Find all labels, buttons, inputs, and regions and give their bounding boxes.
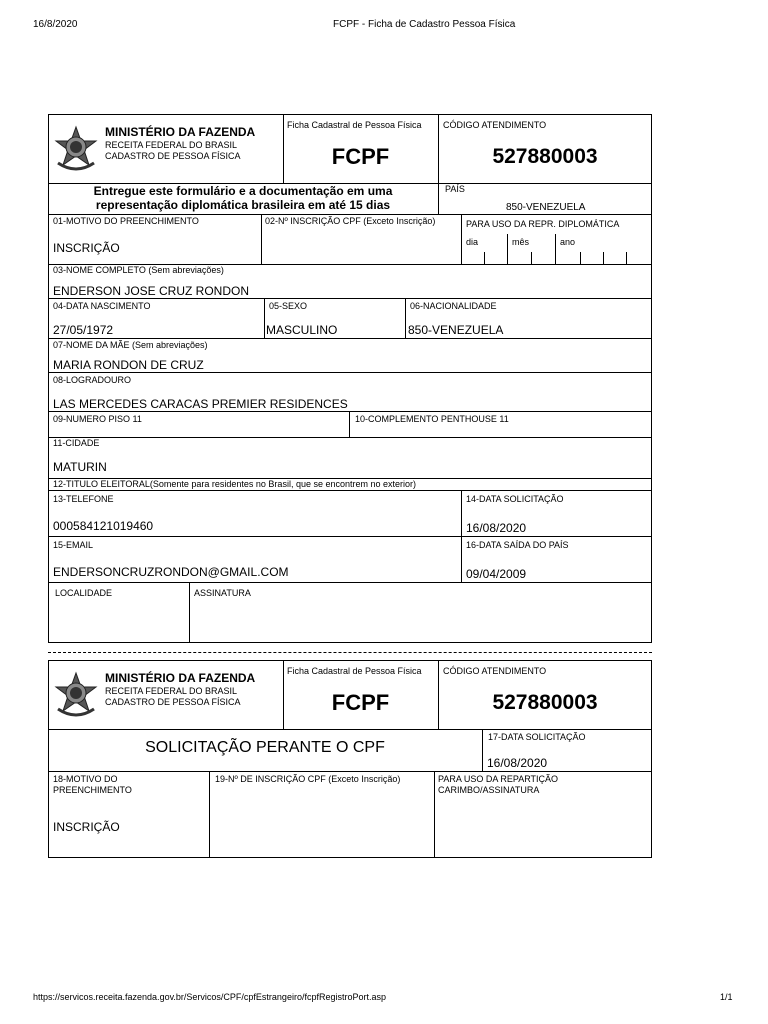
print-date: 16/8/2020: [33, 19, 78, 30]
assinatura-label: ASSINATURA: [194, 588, 251, 598]
field-11-label: 11-CIDADE: [53, 438, 100, 448]
field-17-label: 17-DATA SOLICITAÇÃO: [488, 732, 586, 742]
field-06-label: 06-NACIONALIDADE: [410, 301, 497, 311]
print-page-number: 1/1: [720, 992, 733, 1002]
ficha-label: Ficha Cadastral de Pessoa Física: [287, 120, 422, 130]
field-02-label: 02-Nº INSCRIÇÃO CPF (Exceto Inscrição): [265, 216, 436, 226]
field-18-label-line2: PREENCHIMENTO: [53, 785, 132, 795]
field-18-value: INSCRIÇÃO: [53, 820, 120, 834]
instruction-text: [48, 184, 438, 212]
field-14-label: 14-DATA SOLICITAÇÃO: [466, 494, 564, 504]
codigo-value: 527880003: [492, 145, 598, 168]
field-10-label: 10-COMPLEMENTO PENTHOUSE 11: [355, 414, 509, 424]
instruction-line-1: Entregue este formulário e a documentação em uma: [93, 184, 393, 198]
print-url: https://servicos.receita.fazenda.gov.br/Servicos/CPF/cpfEstrangeiro/fcpfRegistroPort.asp: [33, 992, 386, 1002]
field-03-value: ENDERSON JOSE CRUZ RONDON: [53, 284, 250, 298]
field-03-label: 03-NOME COMPLETO (Sem abreviações): [53, 265, 224, 275]
field-09-label: 09-NUMERO PISO 11: [53, 414, 142, 424]
coat-of-arms-icon: [52, 671, 100, 723]
field-08-label: 08-LOGRADOURO: [53, 375, 132, 385]
codigo-label: CÓDIGO ATENDIMENTO: [443, 666, 547, 676]
reparticao-label-line1: PARA USO DA REPARTIÇÃO: [438, 774, 559, 784]
field-07-value: MARIA RONDON DE CRUZ: [53, 358, 204, 372]
field-13-label: 13-TELEFONE: [53, 494, 114, 504]
ministry-title: MINISTÉRIO DA FAZENDA: [105, 125, 256, 139]
coat-of-arms-icon: [52, 125, 100, 177]
ministry-sub-cadastro: CADASTRO DE PESSOA FÍSICA: [105, 697, 241, 707]
instruction-line-2: representação diplomática brasileira em até 15 dias: [95, 198, 391, 212]
field-05-value: MASCULINO: [266, 323, 338, 337]
field-11-value: MATURIN: [53, 460, 107, 474]
pais-label: PAÍS: [445, 184, 465, 194]
field-08-value: LAS MERCEDES CARACAS PREMIER RESIDENCES: [53, 397, 348, 411]
codigo-label: CÓDIGO ATENDIMENTO: [443, 120, 547, 130]
field-07-label: 07-NOME DA MÃE (Sem abreviações): [53, 340, 208, 350]
field-19-label: 19-Nº DE INSCRIÇÃO CPF (Exceto Inscrição): [215, 774, 401, 784]
field-14-value: 16/08/2020: [466, 521, 527, 535]
field-04-label: 04-DATA NASCIMENTO: [53, 301, 151, 311]
field-13-value: 000584121019460: [53, 519, 154, 533]
field-01-value: INSCRIÇÃO: [53, 241, 120, 255]
field-16-value: 09/04/2009: [466, 567, 527, 581]
field-17-value: 16/08/2020: [487, 756, 548, 770]
cut-line: [48, 652, 652, 653]
ministry-sub-receita: RECEITA FEDERAL DO BRASIL: [105, 686, 238, 696]
ministry-sub-receita: RECEITA FEDERAL DO BRASIL: [105, 140, 238, 150]
field-12-label: 12-TITULO ELEITORAL(Somente para residentes no Brasil, que se encontrem no exterior): [53, 479, 417, 489]
field-16-label: 16-DATA SAÍDA DO PAÍS: [466, 540, 569, 550]
reparticao-label-line2: CARIMBO/ASSINATURA: [438, 785, 540, 795]
ministry-sub-cadastro: CADASTRO DE PESSOA FÍSICA: [105, 151, 241, 161]
field-06-value: 850-VENEZUELA: [408, 323, 504, 337]
pais-value: 850-VENEZUELA: [506, 202, 586, 213]
print-title: FCPF - Ficha de Cadastro Pessoa Física: [333, 19, 516, 30]
codigo-value: 527880003: [492, 691, 598, 714]
field-15-value: ENDERSONCRUZRONDON@GMAIL.COM: [53, 565, 289, 579]
field-01-label: 01-MOTIVO DO PREENCHIMENTO: [53, 216, 199, 226]
fcpf-title: FCPF: [331, 144, 390, 169]
ano-label: ano: [560, 237, 576, 247]
ficha-label: Ficha Cadastral de Pessoa Física: [287, 666, 422, 676]
fcpf-title: FCPF: [331, 690, 390, 715]
localidade-label: LOCALIDADE: [55, 588, 113, 598]
field-04-value: 27/05/1972: [53, 323, 114, 337]
mes-label: mês: [512, 237, 530, 247]
field-05-label: 05-SEXO: [269, 301, 308, 311]
solicitacao-title: SOLICITAÇÃO PERANTE O CPF: [145, 739, 385, 756]
dia-label: dia: [466, 237, 479, 247]
ministry-title: MINISTÉRIO DA FAZENDA: [105, 671, 256, 685]
field-18-label-line1: 18-MOTIVO DO: [53, 774, 118, 784]
field-15-label: 15-EMAIL: [53, 540, 94, 550]
repr-diplomatica-label: PARA USO DA REPR. DIPLOMÁTICA: [466, 219, 620, 229]
